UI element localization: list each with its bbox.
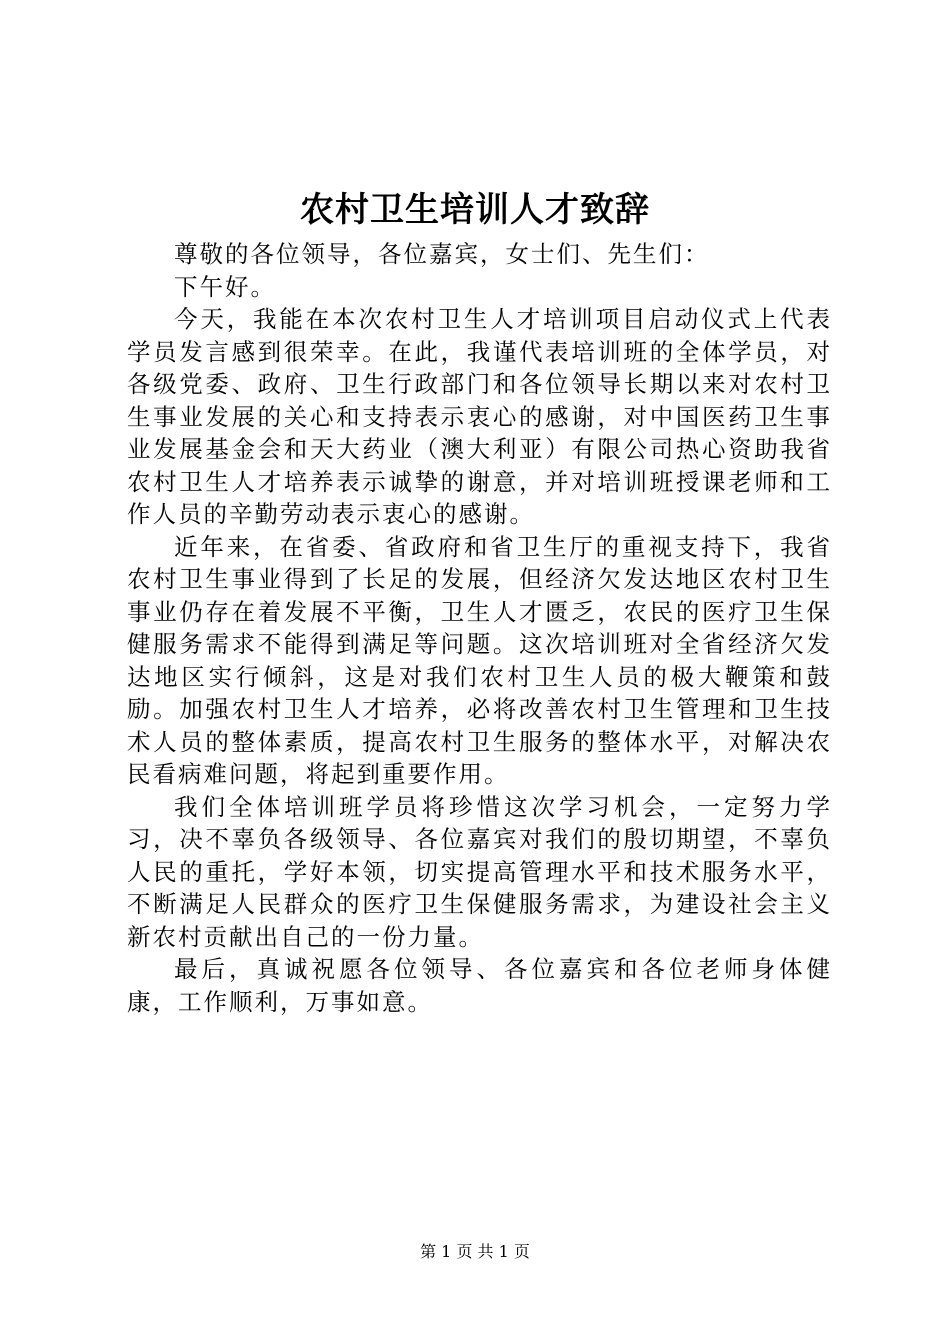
closing-paragraph: 最后，真诚祝愿各位领导、各位嘉宾和各位老师身体健康，工作顺利，万事如意。 xyxy=(127,955,832,1016)
document-body xyxy=(127,238,832,1018)
body-paragraph: 今天，我能在本次农村卫生人才培训项目启动仪式上代表学员发言感到很荣幸。在此，我谨代表培训班的全体学员，对各级党委、政府、卫生行政部门和各位领导长期以来对农村卫生事业发展的关心和支持表示衷心的感谢，对中国医药卫生事业发展基金会和天大药业（澳大利亚）有限公司热心资助我省农村卫生人才培养表示诚挚的谢意，并对培训班授课老师和工作人员的辛勤劳动表示衷心的感谢。 xyxy=(127,305,832,528)
document-title: 农村卫生培训人才致辞 xyxy=(300,190,650,230)
body-paragraph: 我们全体培训班学员将珍惜这次学习机会，一定努力学习，决不辜负各级领导、各位嘉宾对我们的殷切期望，不辜负人民的重托，学好本领，切实提高管理水平和技术服务水平，不断满足人民群众的医疗卫生保健服务需求，为建设社会主义新农村贡献出自己的一份力量。 xyxy=(127,792,832,951)
greeting-paragraph: 下午好。 xyxy=(174,272,276,301)
page-number-footer: 第 1 页 共 1 页 xyxy=(420,1242,530,1261)
body-paragraph: 近年来，在省委、省政府和省卫生厅的重视支持下，我省农村卫生事业得到了长足的发展，但经济欠发达地区农村卫生事业仍存在着发展不平衡，卫生人才匮乏，农民的医疗卫生保健服务需求不能得到满足等问题。这次培训班对全省经济欠发达地区实行倾斜，这是对我们农村卫生人员的极大鞭策和鼓励。加强农村卫生人才培养，必将改善农村卫生管理和卫生技术人员的整体素质，提高农村卫生服务的整体水平，对解决农民看病难问题，将起到重要作用。 xyxy=(127,532,832,788)
salutation-paragraph: 尊敬的各位领导，各位嘉宾，女士们、先生们： xyxy=(174,240,710,268)
